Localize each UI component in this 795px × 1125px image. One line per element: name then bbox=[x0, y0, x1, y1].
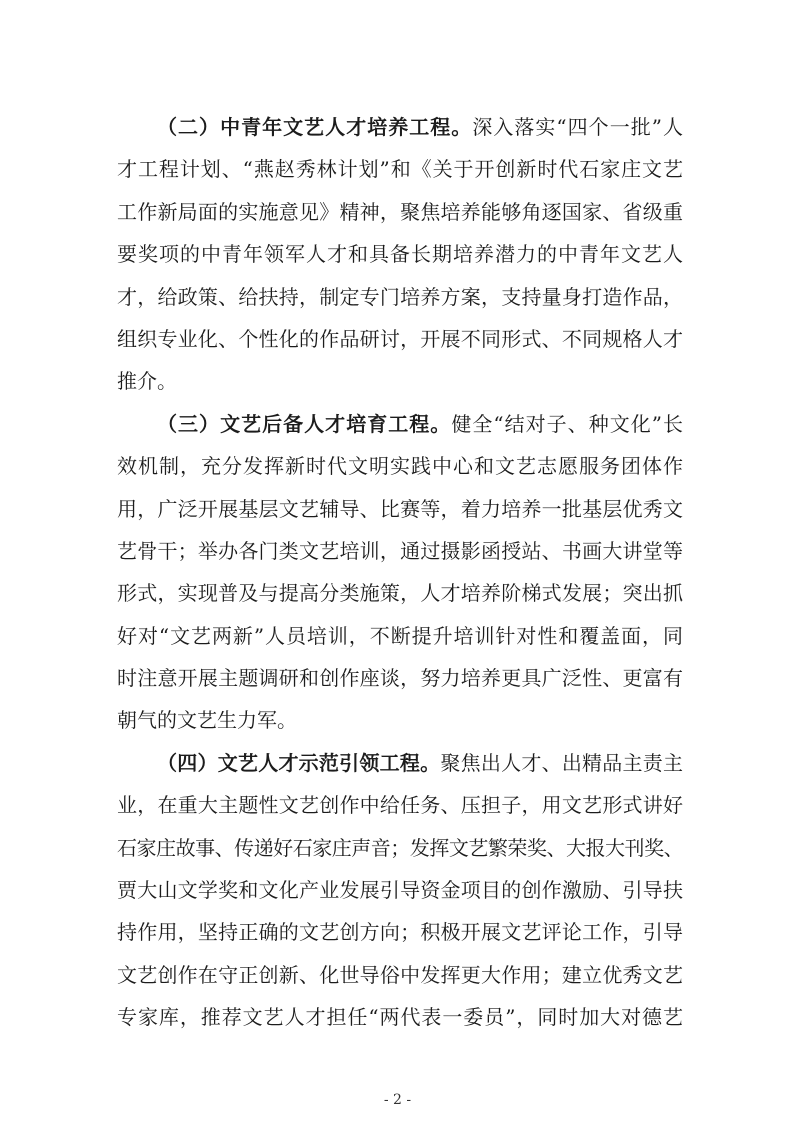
paragraph-line: 时注意开展主题调研和创作座谈，努力培养更具广泛性、更富有 bbox=[117, 666, 683, 691]
section-reserve-talent-cultivation bbox=[117, 403, 683, 742]
section-young-talent-training bbox=[117, 106, 683, 403]
paragraph-last-line: 推介。 bbox=[117, 369, 177, 394]
section-first-line bbox=[117, 403, 683, 445]
line-text: 健全“结对子、种文化”长 bbox=[451, 411, 683, 436]
paragraph-line: 才，给政策、给扶持，制定专门培养方案，支持量身打造作品， bbox=[117, 284, 683, 309]
section-exemplary-talent-leading bbox=[117, 742, 683, 1039]
paragraph-line: 组织专业化、个性化的作品研讨，开展不同形式、不同规格人才 bbox=[117, 326, 683, 351]
paragraph-last-line: 朝气的文艺生力军。 bbox=[117, 708, 297, 733]
paragraph-line: 持作用，坚持正确的文艺创方向；积极开展文艺评论工作，引导 bbox=[117, 920, 683, 945]
section-heading: （二）中青年文艺人才培养工程。 bbox=[157, 115, 473, 139]
paragraph-line: 专家库，推荐文艺人才担任“两代表一委员”，同时加大对德艺 bbox=[117, 1005, 683, 1030]
paragraph-line: 好对“文艺两新”人员培训，不断提升培训针对性和覆盖面，同 bbox=[117, 623, 683, 648]
paragraph-line: 艺骨干；举办各门类文艺培训，通过摄影函授站、书画大讲堂等 bbox=[117, 538, 683, 563]
paragraph-line: 用，广泛开展基层文艺辅导、比赛等，着力培养一批基层优秀文 bbox=[117, 496, 683, 521]
page-number: - 2 - bbox=[383, 1092, 412, 1108]
section-first-line bbox=[117, 106, 683, 148]
paragraph-line: 贾大山文学奖和文化产业发展引导资金项目的创作激励、引导扶 bbox=[117, 878, 683, 903]
paragraph-line: 工作新局面的实施意见》精神，聚焦培养能够角逐国家、省级重 bbox=[117, 199, 683, 224]
line-text: 深入落实“四个一批”人 bbox=[472, 115, 683, 139]
paragraph-line: 才工程计划、“燕赵秀林计划”和《关于开创新时代石家庄文艺 bbox=[117, 157, 683, 182]
section-heading: （四）文艺人才示范引领工程。 bbox=[157, 750, 441, 775]
line-text: 聚焦出人才、出精品主责主 bbox=[440, 750, 683, 775]
paragraph-line: 效机制，充分发挥新时代文明实践中心和文艺志愿服务团体作 bbox=[117, 454, 683, 479]
document-body bbox=[117, 106, 683, 1039]
paragraph-line: 形式，实现普及与提高分类施策，人才培养阶梯式发展；突出抓 bbox=[117, 581, 683, 606]
paragraph-line: 文艺创作在守正创新、化世导俗中发挥更大作用；建立优秀文艺 bbox=[117, 962, 683, 987]
paragraph-line: 业，在重大主题性文艺创作中给任务、压担子，用文艺形式讲好 bbox=[117, 793, 683, 818]
section-heading: （三）文艺后备人才培育工程。 bbox=[157, 411, 452, 436]
paragraph-line: 要奖项的中青年领军人才和具备长期培养潜力的中青年文艺人 bbox=[117, 242, 683, 267]
section-first-line bbox=[117, 742, 683, 784]
paragraph-line: 石家庄故事、传递好石家庄声音；发挥文艺繁荣奖、大报大刊奖、 bbox=[117, 835, 683, 860]
